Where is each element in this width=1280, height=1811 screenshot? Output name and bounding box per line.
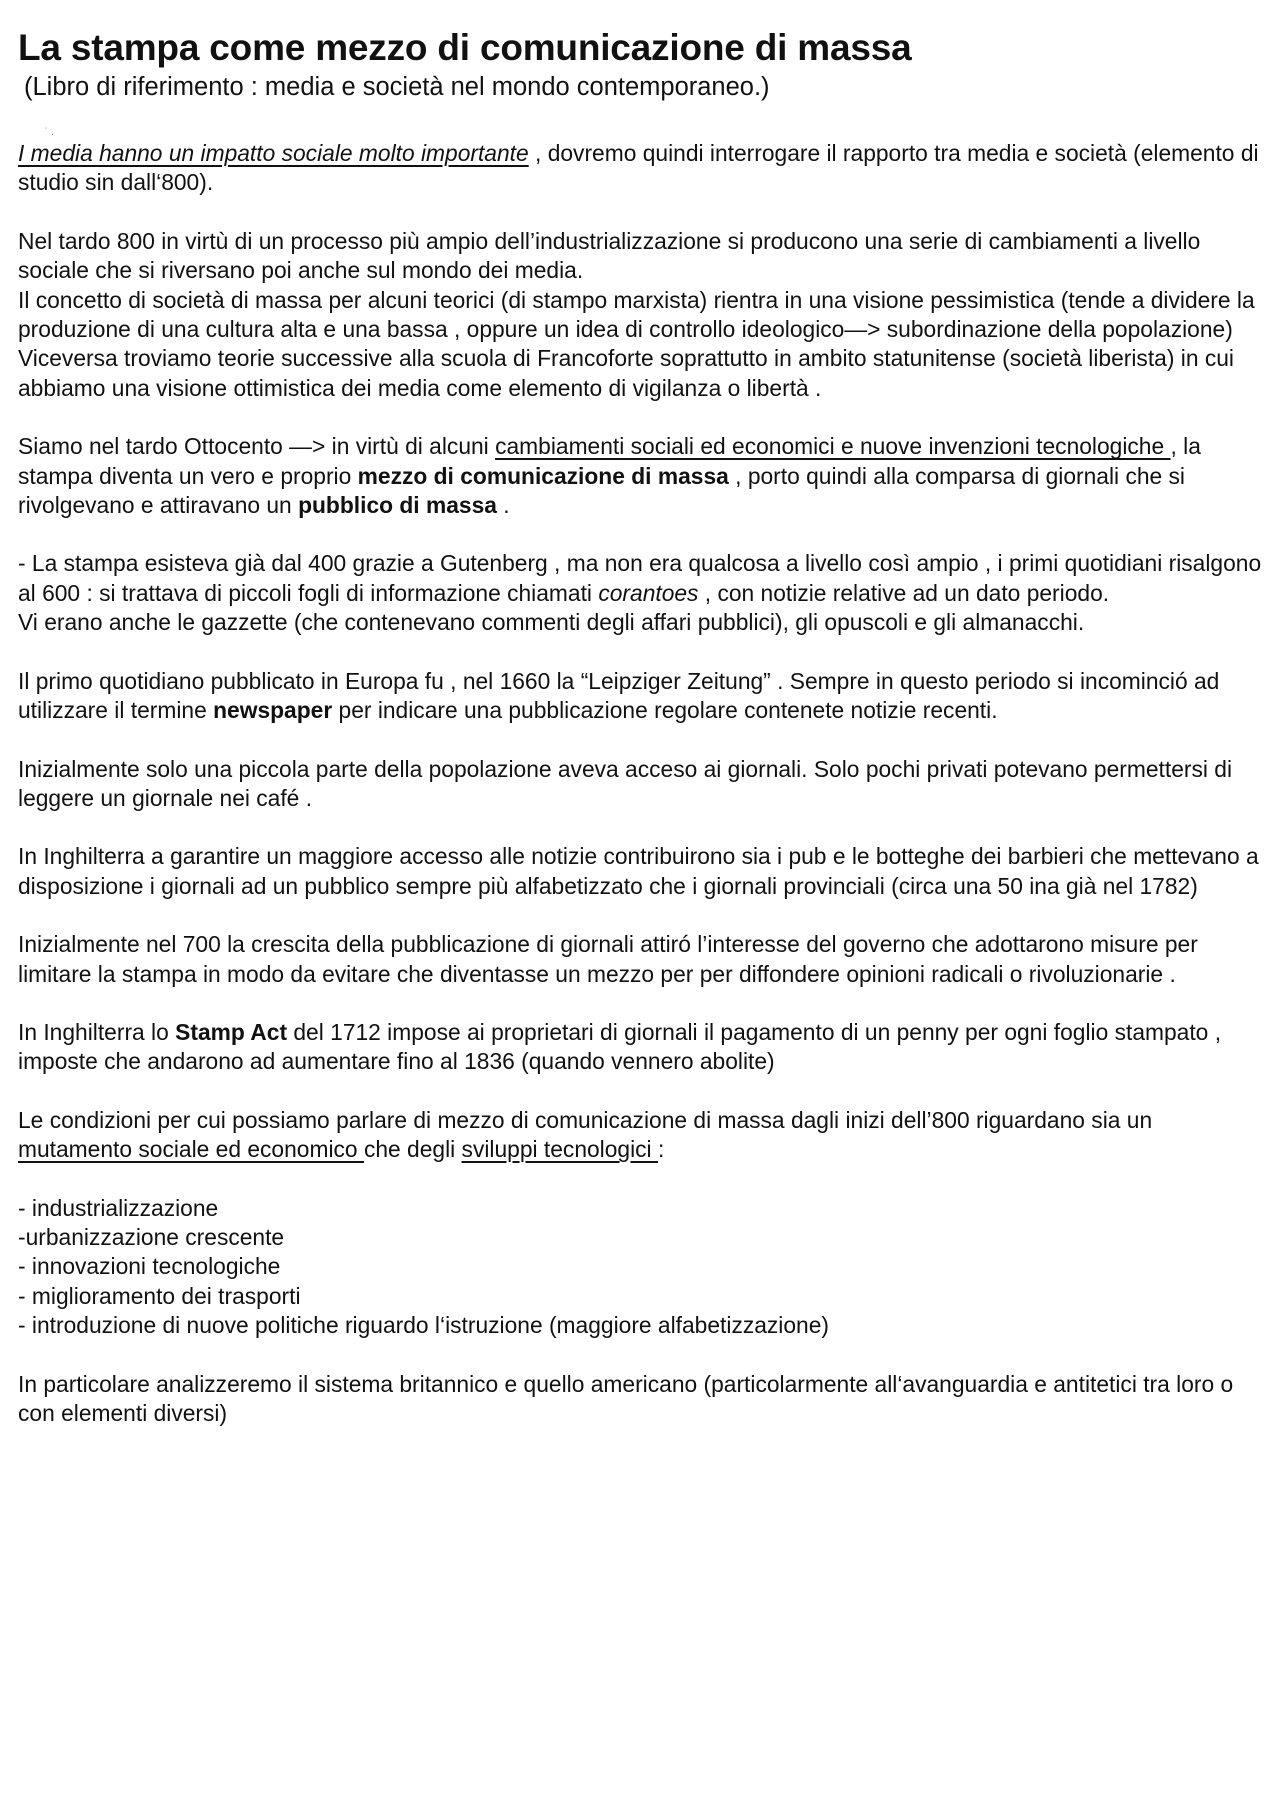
- text-span: , la stampa diventa un vero e proprio: [18, 433, 1201, 489]
- intro-lead: I media hanno un impatto sociale molto importante: [18, 140, 529, 166]
- list-item: -urbanizzazione crescente: [18, 1223, 285, 1250]
- paragraph-inghilterra: In Inghilterra a garantire un maggiore accesso alle notizie contribuirono sia i pub e le botteghe dei barbieri che mettevano a disposizione i giornali ad un pubblico sempre più alfabetizzato che i giornali provinciali (circa una 50 ina già nel 1782): [18, 843, 1259, 899]
- subtitle: (Libro di riferimento : media e società nel mondo contemporaneo.): [24, 73, 770, 101]
- text-span: , porto quindi alla comparsa di giornali che si rivolgevano e attiravano un: [18, 462, 1185, 519]
- paragraph-gutenberg: [18, 549, 1268, 608]
- paragraph-governo: Inizialmente nel 700 la crescita della pubblicazione di giornali attiró l’interesse del governo che adottarono misure per limitare la stampa in modo da evitare che diventasse un mezzo per per diffondere opinioni radicali o rivoluzionarie .: [18, 931, 1198, 987]
- paragraph-intro: [18, 139, 1268, 198]
- list-item: - introduzione di nuove politiche riguardo l‘istruzione (maggiore alfabetizzazione): [18, 1312, 830, 1339]
- paragraph-accesso: Inizialmente solo una piccola parte della popolazione aveva acceso ai giornali. Solo pochi privati potevano permettersi di leggere un giornale nei café .: [18, 755, 1233, 811]
- paragraph-condizioni: [18, 1106, 1268, 1165]
- text-span: :: [657, 1136, 665, 1163]
- paragraph-leipziger: [18, 667, 1268, 726]
- paragraph-ottocento: [18, 432, 1268, 520]
- paragraph-late-800: Nel tardo 800 in virtù di un processo più ampio dell’industrializzazione si producono una serie di cambiamenti a livello sociale che si riversano poi anche sul mondo dei media.: [18, 227, 1201, 284]
- intro-rest: , dovremo quindi interrogare il rapporto tra media e società (elemento di studio sin dall‘800).: [18, 140, 1259, 196]
- paragraph-conclusione: In particolare analizzeremo il sistema britannico e quello americano (particolarmente all‘avanguardia e antitetici tra loro o con elementi diversi): [18, 1370, 1234, 1426]
- bold-span: mezzo di comunicazione di massa: [357, 462, 729, 489]
- paragraph-gazzette: Vi erano anche le gazzette (che contenevano commenti degli affari pubblici), gli opuscoli e gli almanacchi.: [18, 609, 1085, 636]
- paragraph-stamp-act: [18, 1018, 1268, 1077]
- text-span: In Inghilterra lo: [18, 1018, 176, 1045]
- text-span: Siamo nel tardo Ottocento —> in virtù di alcuni: [18, 433, 496, 460]
- text-span: - La stampa esisteva già dal 400 grazie a Gutenberg , ma non era qualcosa a livello così ampio , i primi quotidiani risalgono al 600 : si trattava di piccoli fogli di informazione chiamati: [18, 550, 1262, 606]
- paragraph-mass-society: Il concetto di società di massa per alcuni teorici (di stampo marxista) rientra in una visione pessimistica (tende a dividere la produzione di una cultura alta e una bassa , oppure un idea di controllo ideologico—> subordinazione della popolazione): [18, 286, 1255, 343]
- text-span: Le condizioni per cui possiamo parlare di mezzo di comunicazione di massa dagli inizi dell’800 riguardano sia un: [18, 1106, 1153, 1133]
- stray-marks: ˙ .: [45, 127, 54, 138]
- paragraph-frankfurt: Viceversa troviamo teorie successive alla scuola di Francoforte soprattutto in ambito statunitense (società liberista) in cui abbiamo una visione ottimistica dei media come elemento di vigilanza o libertà .: [18, 345, 1234, 401]
- italic-span: corantoes: [598, 579, 699, 606]
- text-span: .: [496, 492, 510, 519]
- bold-span: pubblico di massa: [298, 492, 497, 519]
- bold-span: newspaper: [213, 697, 333, 724]
- conditions-list: [18, 1194, 1268, 1341]
- list-item: - industrializzazione: [18, 1194, 219, 1221]
- text-span: che degli: [363, 1136, 462, 1163]
- page-title: La stampa come mezzo di comunicazione di massa: [18, 27, 912, 68]
- underlined-span: mutamento sociale ed economico: [18, 1136, 364, 1163]
- text-span: del 1712 impose ai proprietari di giornali il pagamento di un penny per ogni foglio stampato , imposte che andarono ad aumentare fino al 1836 (quando vennero abolite): [18, 1018, 1222, 1075]
- underlined-span: sviluppi tecnologici: [461, 1136, 658, 1163]
- text-span: per indicare una pubblicazione regolare contenete notizie recenti.: [332, 697, 998, 724]
- text-span: , con notizie relative ad un dato periodo.: [698, 579, 1110, 606]
- list-item: - innovazioni tecnologiche: [18, 1253, 281, 1280]
- document-page: [18, 26, 1268, 1428]
- text-span: Il primo quotidiano pubblicato in Europa fu , nel 1660 la “Leipziger Zeitung” . Sempre in questo periodo si incominció ad utilizzare il termine: [18, 667, 1220, 724]
- underlined-span: cambiamenti sociali ed economici e nuove invenzioni tecnologiche: [495, 433, 1171, 460]
- list-item: - miglioramento dei trasporti: [18, 1282, 301, 1309]
- bold-span: Stamp Act: [175, 1018, 288, 1045]
